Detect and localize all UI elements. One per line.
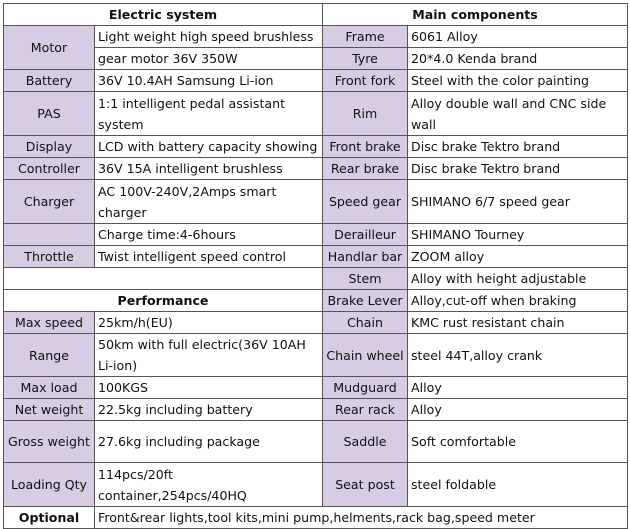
- table-row: [4, 463, 628, 507]
- display-value: LCD with battery capacity showing: [95, 136, 323, 158]
- motor-value-line2: gear motor 36V 350W: [95, 48, 323, 70]
- front-fork-value: Steel with the color painting: [408, 70, 628, 92]
- loading-qty-value: 114pcs/20ft container,254pcs/40HQ: [95, 463, 323, 507]
- stem-value: Alloy with height adjustable: [408, 268, 628, 290]
- derailleur-value: SHIMANO Tourney: [408, 224, 628, 246]
- net-weight-value: 22.5kg including battery: [95, 399, 323, 421]
- electric-system-header: Electric system: [4, 4, 323, 26]
- table-row: [4, 377, 628, 399]
- range-value: 50km with full electric(36V 10AH Li-ion): [95, 334, 323, 377]
- table-row: [4, 312, 628, 334]
- motor-label: Motor: [4, 26, 95, 70]
- table-row: [4, 136, 628, 158]
- derailleur-label: Derailleur: [323, 224, 408, 246]
- frame-value: 6061 Alloy: [408, 26, 628, 48]
- gross-weight-label: Gross weight: [4, 421, 95, 463]
- controller-label: Controller: [4, 158, 95, 180]
- optional-value: Front&rear lights,tool kits,mini pump,helments,rack bag,speed meter: [95, 507, 628, 529]
- charger-label: Charger: [4, 180, 95, 224]
- speed-gear-value: SHIMANO 6/7 speed gear: [408, 180, 628, 224]
- gross-weight-value: 27.6kg including package: [95, 421, 323, 463]
- rear-brake-label: Rear brake: [323, 158, 408, 180]
- charge-time-value: Charge time:4-6hours: [95, 224, 323, 246]
- charge-time-label-cell: [4, 224, 95, 246]
- table-row: [4, 334, 628, 377]
- controller-value: 36V 15A intelligent brushless: [95, 158, 323, 180]
- header-row: [4, 4, 628, 26]
- table-row: [4, 421, 628, 463]
- table-row: [4, 507, 628, 529]
- chain-wheel-label: Chain wheel: [323, 334, 408, 377]
- seat-post-value: steel foldable: [408, 463, 628, 507]
- motor-value-line1: Light weight high speed brushless: [95, 26, 323, 48]
- max-speed-label: Max speed: [4, 312, 95, 334]
- tyre-label: Tyre: [323, 48, 408, 70]
- tyre-value: 20*4.0 Kenda brand: [408, 48, 628, 70]
- chain-label: Chain: [323, 312, 408, 334]
- table-row: [4, 158, 628, 180]
- stem-label: Stem: [323, 268, 408, 290]
- brake-lever-label: Brake Lever: [323, 290, 408, 312]
- brake-lever-value: Alloy,cut-off when braking: [408, 290, 628, 312]
- rim-value: Alloy double wall and CNC side wall: [408, 92, 628, 136]
- rear-rack-value: Alloy: [408, 399, 628, 421]
- table-row: [4, 70, 628, 92]
- loading-qty-label: Loading Qty: [4, 463, 95, 507]
- rear-rack-label: Rear rack: [323, 399, 408, 421]
- pas-label: PAS: [4, 92, 95, 136]
- throttle-label: Throttle: [4, 246, 95, 268]
- table-row: [4, 26, 628, 48]
- mudguard-label: Mudguard: [323, 377, 408, 399]
- table-row: [4, 224, 628, 246]
- range-label: Range: [4, 334, 95, 377]
- performance-header: Performance: [4, 290, 323, 312]
- rim-label: Rim: [323, 92, 408, 136]
- battery-label: Battery: [4, 70, 95, 92]
- front-fork-label: Front fork: [323, 70, 408, 92]
- saddle-label: Saddle: [323, 421, 408, 463]
- optional-label: Optional: [4, 507, 95, 529]
- main-components-header: Main components: [323, 4, 628, 26]
- handlebar-label: Handlar bar: [323, 246, 408, 268]
- pas-value: 1:1 intelligent pedal assistant system: [95, 92, 323, 136]
- chain-wheel-value: steel 44T,alloy crank: [408, 334, 628, 377]
- net-weight-label: Net weight: [4, 399, 95, 421]
- max-speed-value: 25km/h(EU): [95, 312, 323, 334]
- blank-cell: [4, 268, 323, 290]
- table-row: [4, 268, 628, 290]
- mudguard-value: Alloy: [408, 377, 628, 399]
- rear-brake-value: Disc brake Tektro brand: [408, 158, 628, 180]
- table-row: [4, 92, 628, 136]
- saddle-value: Soft comfortable: [408, 421, 628, 463]
- table-row: [4, 48, 628, 70]
- table-row: [4, 246, 628, 268]
- battery-value: 36V 10.4AH Samsung Li-ion: [95, 70, 323, 92]
- table-row: [4, 399, 628, 421]
- spec-table: [3, 3, 628, 529]
- front-brake-value: Disc brake Tektro brand: [408, 136, 628, 158]
- handlebar-value: ZOOM alloy: [408, 246, 628, 268]
- charger-value: AC 100V-240V,2Amps smart charger: [95, 180, 323, 224]
- speed-gear-label: Speed gear: [323, 180, 408, 224]
- frame-label: Frame: [323, 26, 408, 48]
- display-label: Display: [4, 136, 95, 158]
- table-row: [4, 290, 628, 312]
- table-row: [4, 180, 628, 224]
- seat-post-label: Seat post: [323, 463, 408, 507]
- max-load-value: 100KGS: [95, 377, 323, 399]
- throttle-value: Twist intelligent speed control: [95, 246, 323, 268]
- front-brake-label: Front brake: [323, 136, 408, 158]
- chain-value: KMC rust resistant chain: [408, 312, 628, 334]
- max-load-label: Max load: [4, 377, 95, 399]
